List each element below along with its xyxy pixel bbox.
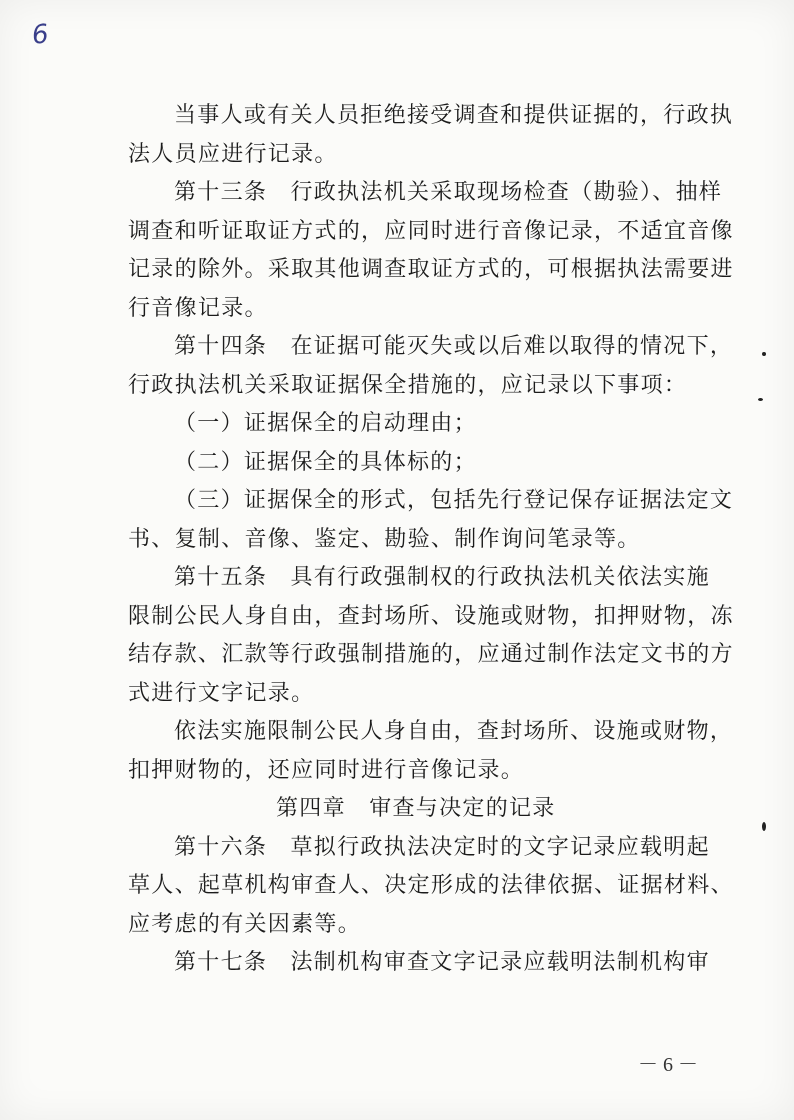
scan-speck	[762, 822, 766, 831]
text-line: 草人、起草机构审查人、决定形成的法律依据、证据材料、	[128, 873, 734, 898]
text-line: 第十四条 在证据可能灭失或以后难以取得的情况下，	[174, 334, 734, 359]
text-line: 扣押财物的，还应同时进行音像记录。	[128, 757, 525, 783]
article-17	[128, 944, 710, 983]
text-line: 第十六条 草拟行政执法决定时的文字记录应载明起	[174, 834, 710, 860]
list-item-1	[128, 405, 688, 444]
document-body	[128, 97, 734, 983]
text-line: 第十五条 具有行政强制权的行政执法机关依法实施	[174, 565, 710, 590]
text-line: 法人员应进行记录。	[128, 141, 338, 167]
chapter-heading: 第四章 审查与决定的记录	[276, 796, 556, 821]
article-13	[128, 174, 734, 328]
text-line: 行音像记录。	[128, 295, 268, 321]
text-line: 依法实施限制公民人身自由，查封场所、设施或财物，	[174, 719, 734, 744]
scan-speck	[762, 352, 766, 356]
scan-speck	[758, 398, 763, 401]
paragraph-refusal-record	[128, 97, 734, 174]
text-line: 限制公民人身自由，查封场所、设施或财物，扣押财物，冻	[128, 603, 734, 629]
text-line: 应考虑的有关因素等。	[128, 911, 362, 937]
article-14	[128, 328, 734, 405]
list-item-3	[128, 482, 734, 559]
handwritten-page-mark: 6	[30, 19, 51, 51]
list-item-2	[128, 444, 688, 483]
text-line: （一）证据保全的启动理由；	[174, 411, 477, 436]
text-line: 当事人或有关人员拒绝接受调查和提供证据的，行政执	[174, 103, 734, 128]
article-16	[128, 829, 734, 945]
text-line: 调查和听证取证方式的，应同时进行音像记录，不适宜音像	[128, 218, 734, 244]
page-number: － 6 －	[638, 1054, 698, 1076]
text-line: （三）证据保全的形式，包括先行登记保存证据法定文	[174, 488, 734, 513]
text-line: （二）证据保全的具体标的；	[174, 449, 477, 475]
paragraph-audio-video	[128, 713, 734, 790]
text-line: 记录的除外。采取其他调查取证方式的，可根据执法需要进	[128, 257, 734, 282]
article-15	[128, 559, 734, 713]
text-line: 行政执法机关采取证据保全措施的，应记录以下事项：	[128, 372, 688, 398]
text-line: 式进行文字记录。	[128, 680, 315, 706]
text-line: 第十七条 法制机构审查文字记录应载明法制机构审	[174, 950, 710, 975]
text-line: 第十三条 行政执法机关采取现场检查（勘验）、抽样	[174, 180, 723, 205]
text-line: 书、复制、音像、鉴定、勘验、制作询问笔录等。	[128, 526, 641, 552]
text-line: 结存款、汇款等行政强制措施的，应通过制作法定文书的方	[128, 642, 734, 667]
